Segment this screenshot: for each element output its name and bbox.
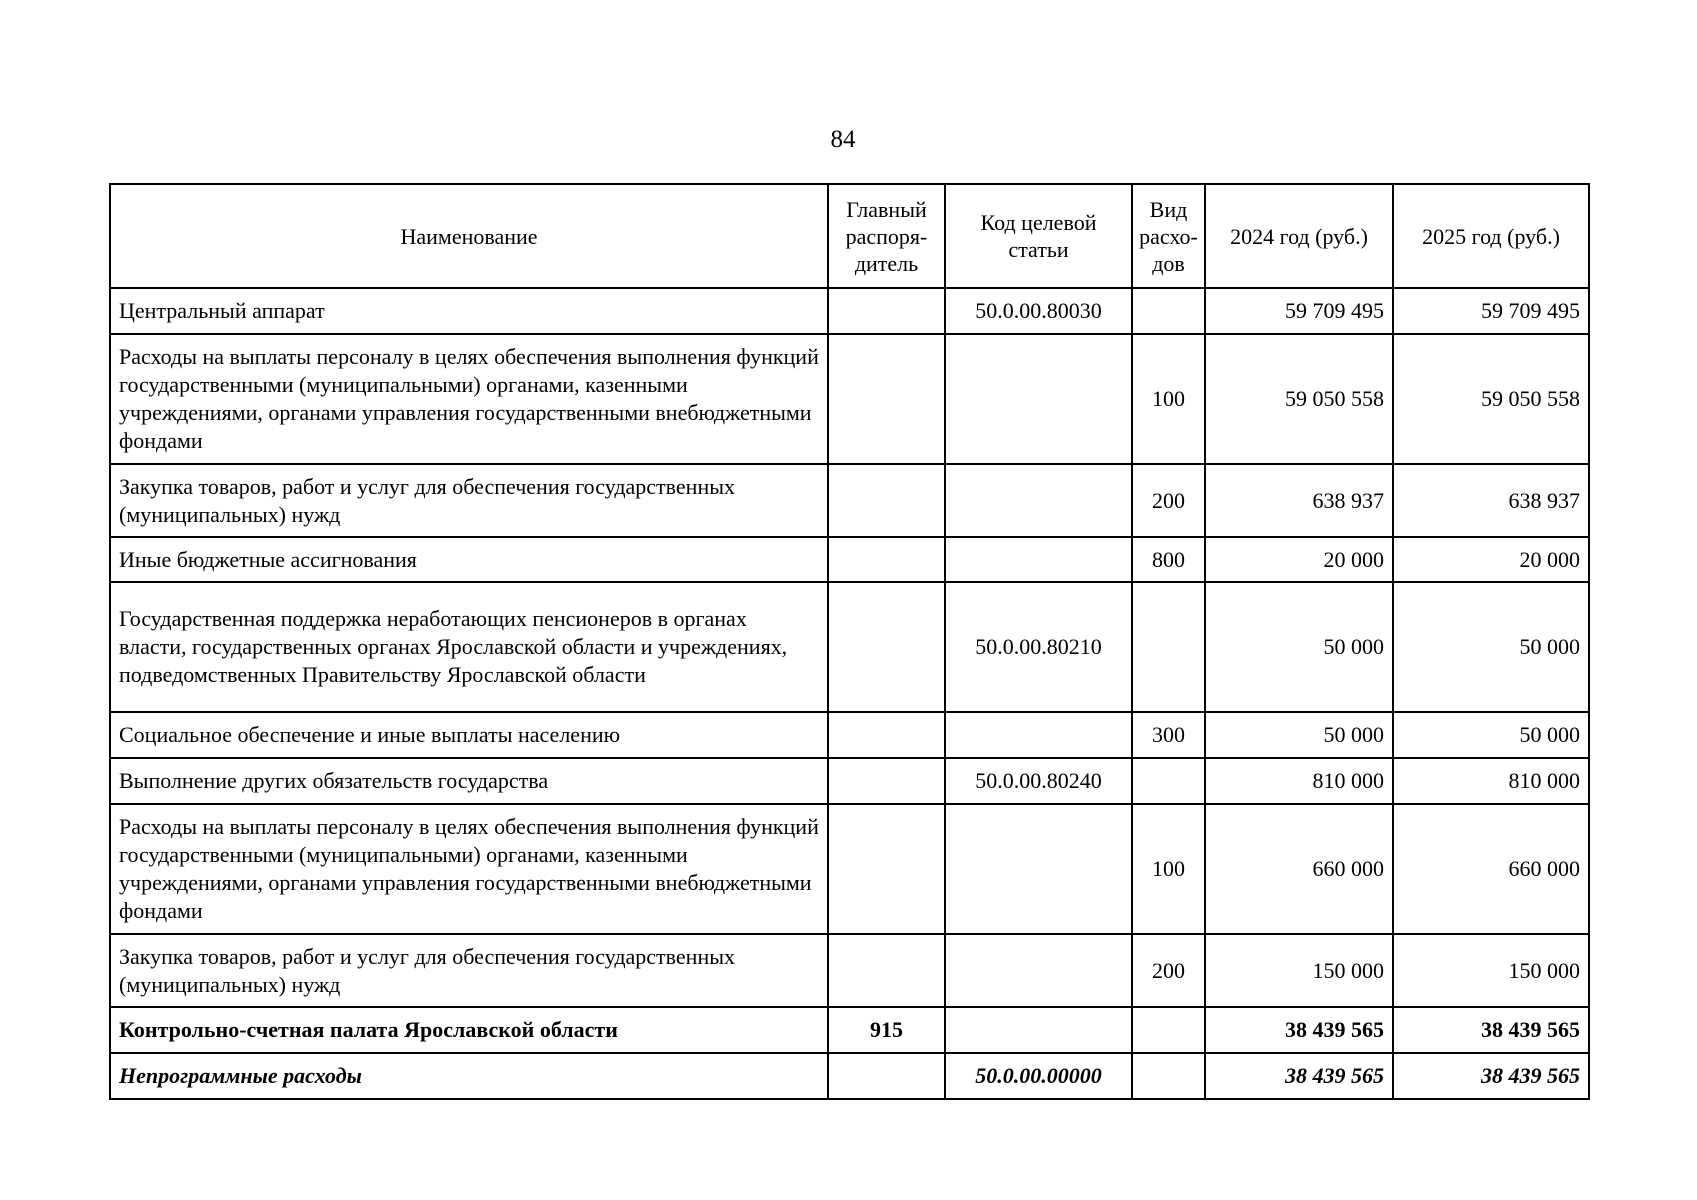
table-row: [110, 934, 1589, 1007]
row-code: 50.0.00.80030: [945, 288, 1132, 334]
row-kind: 100: [1132, 804, 1205, 934]
row-chief: [828, 1053, 945, 1099]
row-2025: 50 000: [1393, 582, 1589, 712]
row-kind: 300: [1132, 712, 1205, 758]
row-name: Закупка товаров, работ и услуг для обеспечения государственных (муниципальных) нужд: [110, 464, 828, 537]
row-2024: 38 439 565: [1205, 1053, 1393, 1099]
table-row: [110, 712, 1589, 758]
row-name: Контрольно-счетная палата Ярославской области: [110, 1007, 828, 1053]
row-2025: 150 000: [1393, 934, 1589, 1007]
row-2025: 50 000: [1393, 712, 1589, 758]
row-kind: [1132, 582, 1205, 712]
row-name: Расходы на выплаты персоналу в целях обеспечения выполнения функций государственными (муниципальными) органами, казенными учреждениями, органами управления государственными внебюджетными фондами: [110, 804, 828, 934]
row-2024: 38 439 565: [1205, 1007, 1393, 1053]
row-chief: [828, 288, 945, 334]
row-chief: [828, 334, 945, 464]
row-2025: 38 439 565: [1393, 1007, 1589, 1053]
row-2025: 638 937: [1393, 464, 1589, 537]
row-name: Центральный аппарат: [110, 288, 828, 334]
table-row: [110, 334, 1589, 464]
budget-table: [109, 183, 1590, 1100]
row-2024: 50 000: [1205, 582, 1393, 712]
row-chief: [828, 804, 945, 934]
table-row: [110, 464, 1589, 537]
row-name: Непрограммные расходы: [110, 1053, 828, 1099]
row-code: [945, 537, 1132, 582]
row-2024: 59 050 558: [1205, 334, 1393, 464]
row-code: [945, 1007, 1132, 1053]
row-code: 50.0.00.00000: [945, 1053, 1132, 1099]
table-row: [110, 582, 1589, 712]
row-chief: 915: [828, 1007, 945, 1053]
row-chief: [828, 712, 945, 758]
row-code: 50.0.00.80210: [945, 582, 1132, 712]
header-2025: 2025 год (руб.): [1393, 184, 1589, 288]
row-2024: 50 000: [1205, 712, 1393, 758]
row-code: [945, 712, 1132, 758]
header-name: Наименование: [110, 184, 828, 288]
table-row: [110, 758, 1589, 804]
row-chief: [828, 464, 945, 537]
header-row: [110, 184, 1589, 288]
row-kind: [1132, 758, 1205, 804]
row-chief: [828, 934, 945, 1007]
table-row: [110, 288, 1589, 334]
row-2024: 810 000: [1205, 758, 1393, 804]
row-code: 50.0.00.80240: [945, 758, 1132, 804]
header-code: Код целевой статьи: [945, 184, 1132, 288]
row-2024: 638 937: [1205, 464, 1393, 537]
row-chief: [828, 582, 945, 712]
row-kind: 800: [1132, 537, 1205, 582]
row-chief: [828, 758, 945, 804]
row-2025: 38 439 565: [1393, 1053, 1589, 1099]
header-chief: Главный распоря-дитель: [828, 184, 945, 288]
row-kind: 200: [1132, 934, 1205, 1007]
row-chief: [828, 537, 945, 582]
row-code: [945, 804, 1132, 934]
row-2024: 20 000: [1205, 537, 1393, 582]
row-name: Иные бюджетные ассигнования: [110, 537, 828, 582]
row-kind: [1132, 1007, 1205, 1053]
row-code: [945, 934, 1132, 1007]
row-kind: 100: [1132, 334, 1205, 464]
row-2024: 150 000: [1205, 934, 1393, 1007]
header-kind: Вид расхо-дов: [1132, 184, 1205, 288]
row-name: Выполнение других обязательств государства: [110, 758, 828, 804]
row-kind: [1132, 288, 1205, 334]
row-code: [945, 334, 1132, 464]
row-name: Социальное обеспечение и иные выплаты населению: [110, 712, 828, 758]
table-row: [110, 1053, 1589, 1099]
header-2024: 2024 год (руб.): [1205, 184, 1393, 288]
row-code: [945, 464, 1132, 537]
page-number: 84: [830, 126, 856, 153]
row-2025: 59 709 495: [1393, 288, 1589, 334]
row-2025: 810 000: [1393, 758, 1589, 804]
row-name: Закупка товаров, работ и услуг для обеспечения государственных (муниципальных) нужд: [110, 934, 828, 1007]
row-name: Государственная поддержка неработающих пенсионеров в органах власти, государственных органах Ярославской области и учреждениях, подведомственных Правительству Ярославской области: [110, 582, 828, 712]
table-row: [110, 537, 1589, 582]
row-name: Расходы на выплаты персоналу в целях обеспечения выполнения функций государственными (муниципальными) органами, казенными учреждениями, органами управления государственными внебюджетными фондами: [110, 334, 828, 464]
row-2025: 20 000: [1393, 537, 1589, 582]
row-2025: 660 000: [1393, 804, 1589, 934]
row-2025: 59 050 558: [1393, 334, 1589, 464]
row-2024: 59 709 495: [1205, 288, 1393, 334]
table-row: [110, 804, 1589, 934]
row-kind: 200: [1132, 464, 1205, 537]
row-kind: [1132, 1053, 1205, 1099]
row-2024: 660 000: [1205, 804, 1393, 934]
table-row: [110, 1007, 1589, 1053]
